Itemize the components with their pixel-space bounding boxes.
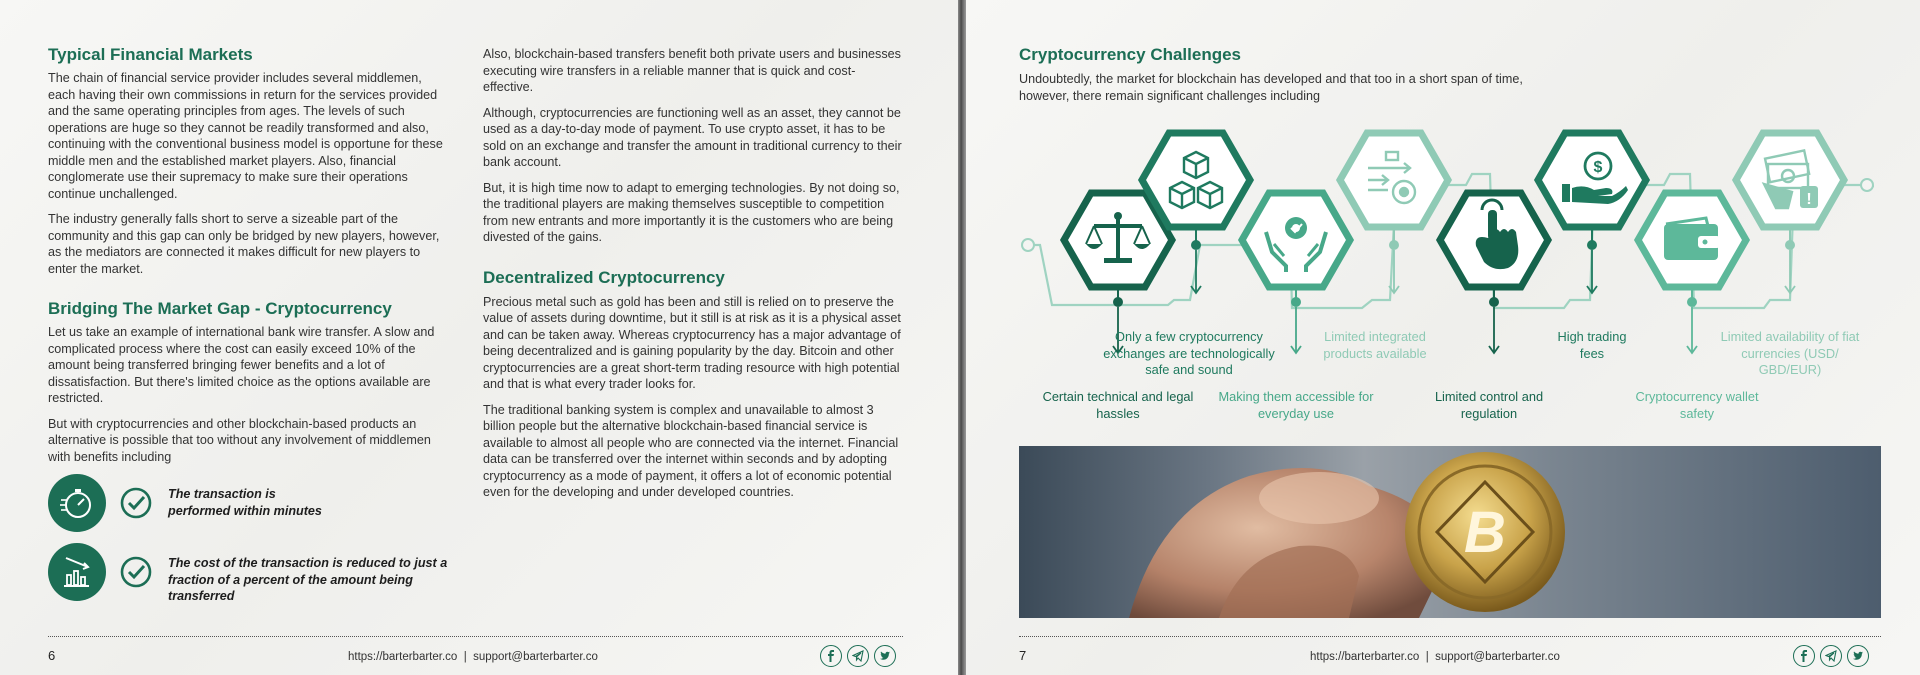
book-spine [958,0,966,675]
paragraph: Although, cryptocurrencies are functioning well as an asset, they cannot be used as a day-to-day mode of payment. To use crypto asset, it has to be sold on an exchange and transfer the amount in traditional currency to their bank account. [483,105,902,169]
section-title-decentralized: Decentralized Cryptocurrency [483,267,725,287]
page-number: 6 [48,648,56,663]
challenge-label-6: High trading fees [1557,329,1627,361]
bar-chart-down-icon [48,543,106,601]
social-links [820,645,896,667]
svg-text:$: $ [1593,159,1603,176]
paragraph: The industry generally falls short to serve a sizeable part of the community and this gap can only be bridged by new players, however, as the mediators are connected it makes difficult for new players to enter the market. [48,212,440,276]
hex-6 [1538,133,1646,293]
wallet-icon [1664,218,1720,260]
paragraph: Precious metal such as gold has been and still is relied on to preserve the value of assets during downtime, but it still is at risk as it is a physical asset and can be taken away. Whereas cryptocurrency has a major advantage of being decentralized and is gaining popularity by the day. Bitcoin and other cryptocurrencies are a great short-term trading resource with high potential and that is what every trader looks for. [483,294,901,391]
challenge-label-4: Limited integrated products available [1323,329,1427,361]
hex-4 [1340,133,1448,293]
hand-holding-coin-photo [1019,446,1881,618]
stopwatch-icon [48,474,106,532]
challenge-label-1: Certain technical and legal hassles [1042,389,1194,421]
challenge-label-7: Cryptocurrency wallet safety [1635,389,1759,421]
section-title-bridging-gap: Bridging The Market Gap - Cryptocurrency [48,299,392,318]
section-title-challenges: Cryptocurrency Challenges [1019,45,1242,64]
telegram-icon[interactable] [847,645,869,667]
benefit-text: The cost of the transaction is reduced to just a fraction of a percent of the amount being transferred [168,556,448,603]
facebook-icon[interactable] [820,645,842,667]
facebook-icon[interactable] [1793,645,1815,667]
footer-contact[interactable]: https://barterbarter.co | support@barterbarter.co [1310,651,1560,663]
benefit-text: The transaction is performed within minutes [168,487,322,518]
paragraph: But with cryptocurrencies and other blockchain-based products an alternative is possible that too without any involvement of middlemen with benefits including [48,416,431,464]
footer-contact[interactable]: https://barterbarter.co | support@barterbarter.co [348,651,598,663]
svg-text:!: ! [1806,191,1812,208]
page-number: 7 [1019,648,1027,663]
hex-8 [1736,133,1844,293]
footer-divider [1019,636,1881,637]
left-page [0,0,958,675]
left-column [48,45,448,465]
paragraph: The chain of financial service provider includes several middlemen, each having their own commissions in return for the services provided and the same operating principles from ages. The levels of such operations are huge so they cannot be readily transformed and also, continuing with the conventional business model is opportune for these middle men and the established market players. Also, financial conglomerate use their supremacy to make sure their operations continue unchallenged. [48,71,443,201]
telegram-icon[interactable] [1820,645,1842,667]
twitter-icon[interactable] [1847,645,1869,667]
section-title-typical-markets: Typical Financial Markets [48,45,253,64]
benefit-item [48,474,468,534]
challenge-label-2: Only a few cryptocurrency exchanges are technologically safe and sound [1103,329,1275,377]
paragraph: Let us take an example of international bank wire transfer. A slow and complicated process where the cost can easily exceed 10% of the amount being transferred bringing fewer benefits and a lot of dissatisfaction. But there's limited choice as the options available are restricted. [48,325,435,405]
social-links [1793,645,1869,667]
paragraph: Also, blockchain-based transfers benefit both private users and businesses executing wire transfers in a reliable manner that is quick and cost-effective. [483,47,901,94]
footer-divider [48,636,903,637]
challenge-label-5: Limited control and regulation [1434,389,1544,421]
paragraph: The traditional banking system is complex and unavailable to almost 3 billion people but the alternative blockchain-based financial service is available to almost all people who are connected via the internet. Financial data can be transferred over the internet within seconds and by adopting cryptocurrency as a mode of payment, it offers a lot of economic potential even for the developing and under developed countries. [483,402,899,499]
hex-5 [1440,193,1548,353]
intro-text: Undoubtedly, the market for blockchain has developed and that too in a short span of time, however, there remain significant challenges including [1019,72,1523,103]
benefit-item [48,543,468,603]
checkmark-icon [120,556,152,588]
svg-text:B: B [1464,500,1506,565]
twitter-icon[interactable] [874,645,896,667]
challenge-label-8: Limited availability of fiat currencies (USD/ GBD/EUR) [1720,329,1860,377]
challenges-header [1019,45,1579,104]
paragraph: But, it is high time now to adapt to emerging technologies. By not doing so, the traditional players are making themselves susceptible to competition from new entrants and more importantly it is the customers who are being divested of the gains. [483,180,900,244]
right-column [483,46,903,501]
challenges-hex-diagram [1016,120,1886,430]
challenge-label-3: Making them accessible for everyday use [1218,389,1374,421]
checkmark-icon [120,487,152,519]
